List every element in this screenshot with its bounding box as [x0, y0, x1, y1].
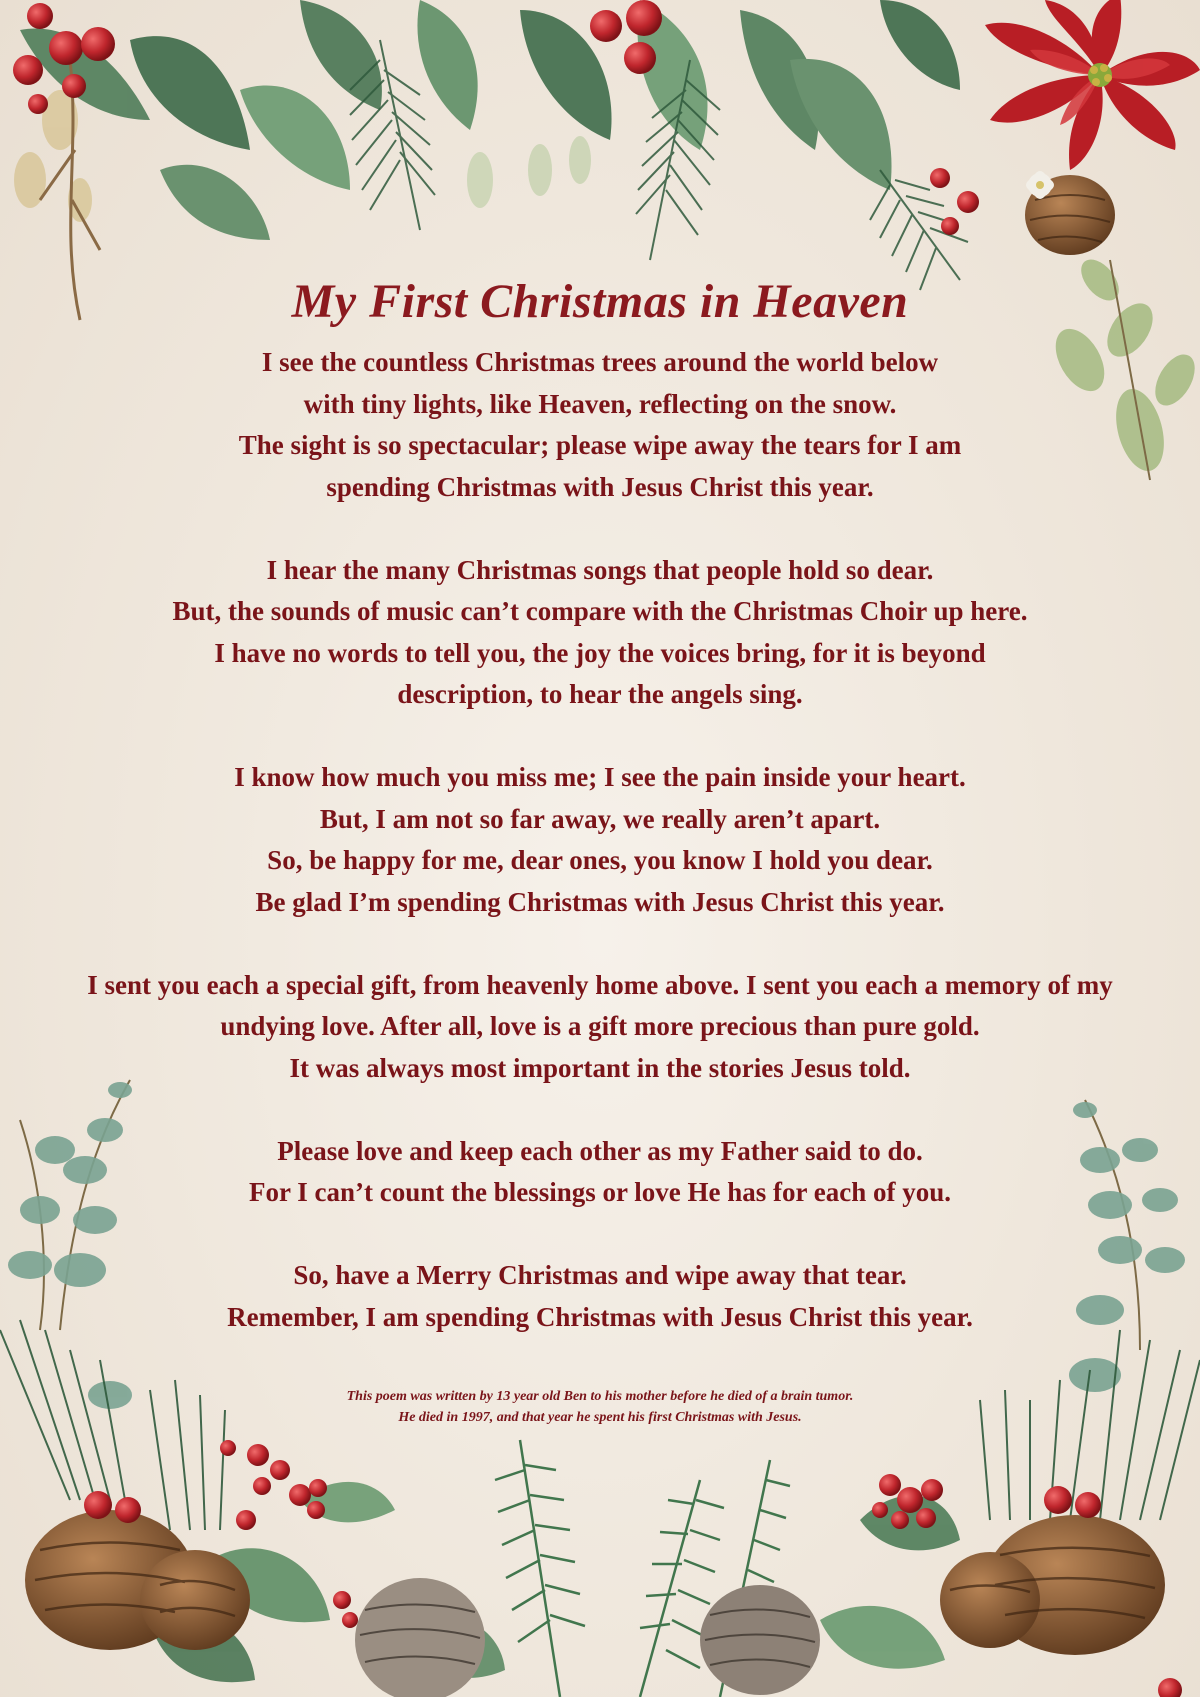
author-footnote: [0, 1386, 1200, 1428]
poem-line: It was always most important in the stories Jesus told.: [289, 1052, 911, 1083]
poem-line: Remember, I am spending Christmas with Jesus Christ this year.: [227, 1301, 973, 1332]
poem-line: I see the countless Christmas trees around the world below: [261, 347, 939, 377]
stanza-3: [30, 757, 1170, 923]
poem-line: I have no words to tell you, the joy the voices bring, for it is beyond: [214, 637, 986, 668]
poem-line: undying love. After all, love is a gift more precious than pure gold.: [220, 1011, 980, 1041]
poem-line: But, I am not so far away, we really aren’t apart.: [319, 803, 881, 834]
poem-line: But, the sounds of music can’t compare with the Christmas Choir up here.: [172, 596, 1028, 626]
footnote-line: He died in 1997, and that year he spent his first Christmas with Jesus.: [398, 1410, 802, 1425]
poem-line: So, be happy for me, dear ones, you know I hold you dear.: [267, 845, 933, 875]
poem-line: description, to hear the angels sing.: [397, 679, 803, 709]
stanza-4: [30, 965, 1170, 1090]
poem-line: I sent you each a special gift, from heavenly home above. I sent you each a memory of my: [87, 969, 1113, 1000]
poinsettia: [985, 0, 1200, 170]
poem-line: For I can’t count the blessings or love He has for each of you.: [249, 1177, 951, 1207]
poem-body: [30, 342, 1170, 1380]
poem-line: spending Christmas with Jesus Christ this year.: [326, 471, 874, 502]
poem-line: The sight is so spectacular; please wipe away the tears for I am: [238, 430, 962, 460]
poem-line: Be glad I’m spending Christmas with Jesus Christ this year.: [255, 886, 945, 917]
footnote-line: This poem was written by 13 year old Ben to his mother before he died of a brain tumor.: [346, 1389, 854, 1404]
poem-line: with tiny lights, like Heaven, reflecting on the snow.: [303, 388, 897, 419]
pinecone-bottom-right: [940, 1515, 1165, 1655]
pinecone-bottom-left: [25, 1510, 250, 1650]
poem-line: Please love and keep each other as my Father said to do.: [277, 1135, 923, 1166]
stanza-5: [30, 1131, 1170, 1214]
stanza-6: [30, 1255, 1170, 1338]
pinecone-bottom-center-right: [700, 1585, 820, 1695]
poem-line: So, have a Merry Christmas and wipe away that tear.: [293, 1260, 907, 1290]
stanza-1: [30, 342, 1170, 508]
poem-line: I hear the many Christmas songs that people hold so dear.: [266, 554, 934, 585]
stanza-2: [30, 550, 1170, 716]
poem-line: I know how much you miss me; I see the pain inside your heart.: [234, 762, 966, 792]
pinecone-bottom-center-left: [355, 1578, 485, 1697]
poem-title: My First Christmas in Heaven: [291, 275, 909, 328]
